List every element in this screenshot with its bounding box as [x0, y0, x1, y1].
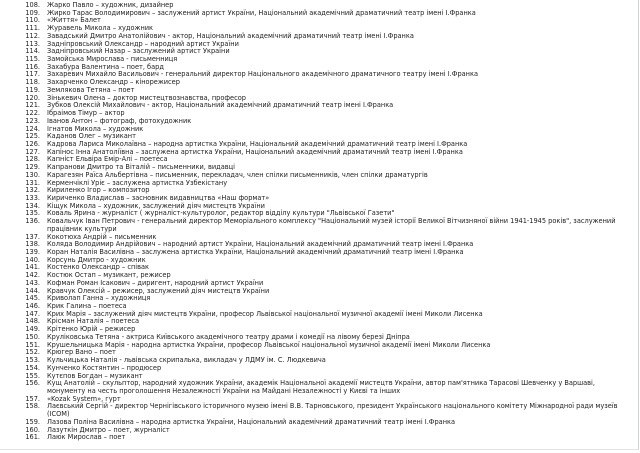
list-item-number: 113.	[25, 39, 40, 48]
list-item-number: 137.	[25, 232, 40, 241]
list-item-text: Кутєпов Богдан – музикант	[47, 371, 143, 380]
list-item-number: 141.	[25, 263, 40, 272]
list-item-text: Кириченко Владислав – засновник видавництва «Наш формат»	[47, 193, 270, 202]
list-item-number: 138.	[25, 240, 40, 249]
list-item-number: 155.	[25, 371, 40, 380]
list-item-number: 133.	[25, 193, 40, 202]
list-item-text: Ібраімов Тімур – актор	[47, 109, 125, 118]
list-item-number: 152.	[25, 348, 40, 357]
list-item-number: 129.	[25, 163, 40, 172]
list-item-text: Лаєвський Сергій - директор Чернігівського історичного музею імені В.В. Тарновського, президент Українського національного комітету Міжнародної ради музеїв (ICOM)	[47, 402, 618, 419]
list-item-text: Крик Галина – поетеса	[47, 302, 127, 311]
list-item-number: 125.	[25, 132, 40, 141]
list-item-text: Зінькевич Олена – доктор мистецтвознавства, професор	[47, 93, 246, 102]
list-item-number: 150.	[25, 332, 40, 341]
list-item-text: Крітенко Юрій – режисер	[47, 325, 136, 334]
list-item-text: Коляда Володимир Андрійович – народний артист України, Національний академічний драматичний театр імені І.Франка	[47, 240, 474, 249]
list-item-text: Жирко Тарас Володимирович – заслужений артист України, Національний академічний драматичний театр імені І.Франка	[47, 8, 476, 17]
list-item-number: 139.	[25, 248, 40, 256]
list-item-number: 161.	[25, 433, 40, 442]
list-item-text: Кравчук Олексій – режисер, заслужений діяч мистецтв України	[47, 286, 270, 295]
list-item-number: 147.	[25, 309, 40, 318]
list-item-text: Кіщук Микола – художник, заслужений діяч мистецтв України	[47, 201, 265, 210]
list-item-text: Кириленко Ігор – композитор	[47, 186, 150, 195]
list-item-number: 136.	[25, 217, 40, 226]
list-item-number: 116.	[25, 62, 40, 71]
list-item-text: Зубков Олексій Михайлович - актор, Національний академічний драматичний театр імені І.Франка	[47, 101, 394, 110]
list-item-text: Захаревич Михайло Васильович - генеральний директор Національного академічного драматичного театру імені І.Франка	[47, 70, 478, 79]
list-item-text: Каданов Олег – музикант	[47, 132, 136, 141]
list-item-text: Лазова Поліна Василівна – народна артистка України, Національний академічний драматичний театр імені І.Франка	[47, 417, 456, 426]
list-item-number: 128.	[25, 155, 40, 164]
list-item	[0, 434, 638, 442]
list-item-text: Капінос Інна Анатоліївна – заслужена артистка України, Національний академічний драматичний театр імені І.Франка	[47, 147, 463, 156]
list-item-number: 144.	[25, 286, 40, 295]
list-item-text: Криволап Ганна – художниця	[47, 294, 151, 303]
list-item-number: 111.	[25, 24, 40, 33]
list-item-number: 123.	[25, 116, 40, 125]
list-item-text: «Kozak System», гурт	[47, 394, 121, 403]
list-item-text: Ігнатов Микола – художник	[47, 124, 144, 133]
list-item-number: 109.	[25, 8, 40, 17]
list-item-text: Капранови Дмитро та Віталій – письменники, видавці	[47, 163, 235, 172]
list-item-text: Керменчіклі Уріє – заслужена артистка Узбекістану	[47, 178, 228, 187]
list-item-text: Землякова Тетяна – поет	[47, 85, 135, 94]
list-item-text: Кульчицька Наталія - львівська скрипалька, викладач у ЛДМУ ім. С. Людкевича	[47, 356, 326, 365]
list-item-number: 154.	[25, 363, 40, 372]
list-item-text: Кунченко Костянтин – продюсер	[47, 363, 162, 372]
list-item-number: 119.	[25, 85, 40, 94]
list-item-number: 140.	[25, 255, 40, 264]
list-item-text: Корсунь Дмитро - художник	[47, 255, 146, 264]
list-item-number: 153.	[25, 356, 40, 365]
list-item-number: 159.	[25, 417, 40, 426]
list-item-text: Задніпровський Назар – заслужений артист України	[47, 47, 230, 56]
list-item-text: Костюк Остап – музикант, режисер	[47, 271, 171, 280]
list-item-number: 115.	[25, 55, 40, 64]
list-item-text: Задніпровський Олександр – народний артист України	[47, 39, 239, 48]
list-item-text: Крих Марія – заслужений діяч мистецтв України, професор Львівської національної музичної академії імені Миколи Лисенка	[47, 309, 483, 318]
list-item-text: Жарко Павло – художник, дизайнер	[47, 1, 174, 9]
list-item-text: Коран Наталія Василівна – заслужена артистка України, Національний академічний драматичний театр імені І.Франка	[47, 248, 464, 256]
list-item-number: 130.	[25, 170, 40, 179]
list-item-number: 156.	[25, 379, 40, 388]
list-item-text: Карагезян Раїса Альбертівна – письменник, перекладач, член спілки письменників, член спілки драматургів	[47, 170, 428, 179]
list-item-text: Коваль Ярина - журналіст ( журналіст-культуролог, редактор відділу культури "Львівської Газети"	[47, 209, 395, 218]
list-item-text: Ковальчук Іван Петрович - генеральний директор Меморіального комплексу "Національний музей історії Великої Вітчизняної війни 1941-1945 років", заслужений працівник культури	[47, 217, 616, 233]
list-item-number: 126.	[25, 139, 40, 148]
list-item	[0, 403, 638, 418]
list-item-number: 160.	[25, 425, 40, 434]
list-item-text: Іванов Антон – фотограф, фотохудожник	[47, 116, 192, 125]
list-item-text: Захарченко Олександр – кінорежисер	[47, 78, 180, 87]
list-item-number: 146.	[25, 302, 40, 311]
list-item-text: Крюгер Вано – поет	[47, 348, 116, 357]
list-item-text: Крісман Наталія – поетеса	[47, 317, 140, 326]
list-item-text: Круліковська Тетяна - актриса Київського академічного театру драми і комедії на лівому березі Дніпра	[47, 332, 410, 341]
list-item-number: 158.	[25, 402, 40, 411]
list-item-number: 108.	[25, 1, 40, 9]
list-item-number: 127.	[25, 147, 40, 156]
list-item-number: 117.	[25, 70, 40, 79]
list-item-number: 148.	[25, 317, 40, 326]
list-item-text: Капніст Ельвіра Емір-Алі – поетеса	[47, 155, 168, 164]
list-item-text: Костенко Олександр – співак	[47, 263, 149, 272]
list-item-text: Кофман Роман Ісакович – диригент, народний артист України	[47, 278, 264, 287]
list-item-number: 121.	[25, 101, 40, 110]
list-item-number: 114.	[25, 47, 40, 56]
list-item-text: Кокотюха Андрій – письменник	[47, 232, 157, 241]
list-item-number: 135.	[25, 209, 40, 218]
list-item	[0, 218, 638, 233]
list-item-number: 157.	[25, 394, 40, 403]
list-item	[0, 380, 638, 395]
list-item-number: 110.	[25, 16, 40, 25]
list-item-text: «Життя» Балет	[47, 16, 101, 25]
list-item-number: 118.	[25, 78, 40, 87]
list-item-text: Кадрова Лариса Миколаївна – народна артистка України, Національний академічний драматичний театр імені І.Франка	[47, 139, 468, 148]
list-item-text: Захабура Валентина – поет, бард	[47, 62, 164, 71]
list-item-text: Лаюк Мирослав – поет	[47, 433, 126, 442]
list-item-number: 142.	[25, 271, 40, 280]
list-item-number: 145.	[25, 294, 40, 303]
list-item-number: 112.	[25, 31, 40, 40]
list-item-number: 143.	[25, 278, 40, 287]
list-item-text: Журавель Микола – художник	[47, 24, 154, 33]
list-item-text: Завадський Дмитро Анатолійович - актор, Національний академічний драматичний театр імені І.Франка	[47, 31, 414, 40]
list-item-number: 149.	[25, 325, 40, 334]
list-item-text: Лазуткін Дмитро – поет, журналіст	[47, 425, 170, 434]
list-item-number: 131.	[25, 178, 40, 187]
list-item-text: Крушельницька Марія - народна артистка України, професор Львівської національної музичної академії імені Миколи Лисенка	[47, 340, 491, 349]
list-item-text: Кущ Анатолій – скульптор, народний художник України, академік Національної академії мистецтв України, автор пам'ятника Тарасові Шевченку у Варшаві, монументу на честь проголошення Незалежності України на Майдані Незалежності у Києві та інших	[47, 379, 595, 395]
list-item-text: Замойська Мирослава - письменниця	[47, 55, 178, 64]
list-item-number: 132.	[25, 186, 40, 195]
list-item-number: 124.	[25, 124, 40, 133]
list-item-number: 122.	[25, 109, 40, 118]
list-item-number: 151.	[25, 340, 40, 349]
list-item-number: 120.	[25, 93, 40, 102]
list-item-number: 134.	[25, 201, 40, 210]
